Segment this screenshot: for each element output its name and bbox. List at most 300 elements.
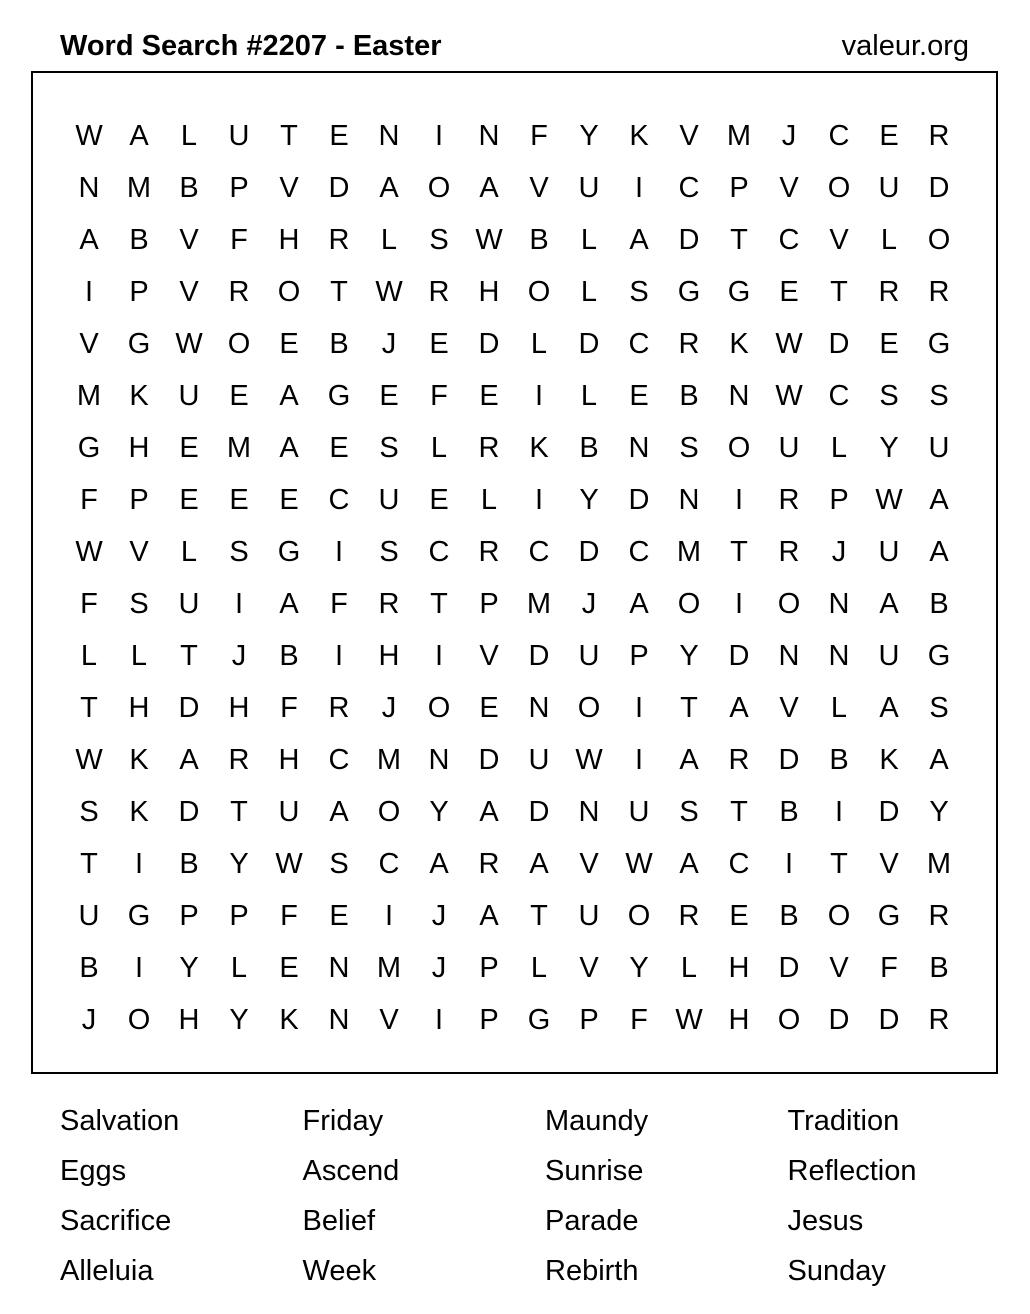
grid-letter[interactable]: Y [179,952,199,984]
grid-letter[interactable]: E [479,692,499,724]
grid-letter[interactable]: H [178,1004,200,1036]
grid-letter[interactable]: H [478,276,500,308]
grid-letter[interactable]: D [728,640,750,672]
grid-letter[interactable]: Y [629,952,649,984]
grid-letter[interactable]: T [730,536,748,568]
grid-letter[interactable]: W [75,744,103,776]
grid-letter[interactable]: B [329,328,349,360]
grid-letter[interactable]: M [926,848,952,880]
grid-letter[interactable]: N [678,484,700,516]
grid-letter[interactable]: L [180,120,198,152]
grid-letter[interactable]: T [280,120,298,152]
grid-letter[interactable]: O [427,172,451,204]
grid-letter[interactable]: W [625,848,653,880]
grid-letter[interactable]: O [827,172,851,204]
grid-letter[interactable]: R [478,432,500,464]
grid-letter[interactable]: G [127,328,151,360]
grid-letter[interactable]: R [378,588,400,620]
grid-letter[interactable]: H [728,952,750,984]
grid-letter[interactable]: O [377,796,401,828]
grid-letter[interactable]: C [678,172,700,204]
grid-letter[interactable]: G [327,380,351,412]
grid-letter[interactable]: S [79,796,99,828]
grid-letter[interactable]: F [330,588,348,620]
grid-letter[interactable]: I [334,536,344,568]
grid-letter[interactable]: U [878,172,900,204]
grid-letter[interactable]: D [478,744,500,776]
grid-letter[interactable]: O [827,900,851,932]
grid-letter[interactable]: G [527,1004,551,1036]
grid-letter[interactable]: S [679,796,699,828]
grid-letter[interactable]: C [328,744,350,776]
grid-letter[interactable]: D [778,744,800,776]
grid-letter[interactable]: I [634,744,644,776]
grid-letter[interactable]: H [728,1004,750,1036]
grid-letter[interactable]: O [277,276,301,308]
grid-letter[interactable]: V [779,172,799,204]
grid-letter[interactable]: P [229,900,249,932]
grid-letter[interactable]: E [279,952,299,984]
grid-letter[interactable]: E [179,432,199,464]
grid-letter[interactable]: U [178,588,200,620]
grid-letter[interactable]: D [878,1004,900,1036]
grid-letter[interactable]: R [478,848,500,880]
grid-letter[interactable]: H [228,692,250,724]
grid-letter[interactable]: A [929,744,949,776]
grid-letter[interactable]: P [829,484,849,516]
grid-letter[interactable]: U [278,796,300,828]
grid-letter[interactable]: B [829,744,849,776]
grid-letter[interactable]: E [329,900,349,932]
grid-letter[interactable]: S [329,848,349,880]
grid-letter[interactable]: D [578,328,600,360]
grid-letter[interactable]: J [381,328,397,360]
grid-letter[interactable]: K [129,380,149,412]
grid-letter[interactable]: R [878,276,900,308]
grid-letter[interactable]: F [80,484,98,516]
grid-letter[interactable]: V [479,640,499,672]
grid-letter[interactable]: A [329,796,349,828]
grid-letter[interactable]: U [778,432,800,464]
grid-letter[interactable]: R [428,276,450,308]
grid-letter[interactable]: U [378,484,400,516]
grid-letter[interactable]: I [134,848,144,880]
grid-letter[interactable]: B [529,224,549,256]
grid-letter[interactable]: U [878,640,900,672]
grid-letter[interactable]: E [229,380,249,412]
grid-letter[interactable]: I [134,952,144,984]
grid-letter[interactable]: U [578,640,600,672]
grid-letter[interactable]: C [778,224,800,256]
grid-letter[interactable]: A [929,484,949,516]
grid-letter[interactable]: D [828,1004,850,1036]
grid-letter[interactable]: P [179,900,199,932]
grid-letter[interactable]: U [228,120,250,152]
grid-letter[interactable]: L [830,432,848,464]
grid-letter[interactable]: I [534,484,544,516]
grid-letter[interactable]: I [634,172,644,204]
grid-letter[interactable]: H [278,744,300,776]
grid-letter[interactable]: I [834,796,844,828]
grid-letter[interactable]: B [179,172,199,204]
grid-letter[interactable]: L [880,224,898,256]
grid-letter[interactable]: W [475,224,503,256]
grid-letter[interactable]: E [879,120,899,152]
grid-letter[interactable]: A [279,380,299,412]
grid-letter[interactable]: J [231,640,247,672]
grid-letter[interactable]: V [579,952,599,984]
grid-letter[interactable]: N [328,1004,350,1036]
grid-letter[interactable]: Y [679,640,699,672]
grid-letter[interactable]: L [180,536,198,568]
grid-letter[interactable]: W [175,328,203,360]
grid-letter[interactable]: J [381,692,397,724]
grid-letter[interactable]: A [379,172,399,204]
grid-letter[interactable]: D [178,796,200,828]
grid-letter[interactable]: K [529,432,549,464]
grid-letter[interactable]: U [928,432,950,464]
grid-letter[interactable]: O [727,432,751,464]
grid-letter[interactable]: S [929,380,949,412]
grid-letter[interactable]: O [777,588,801,620]
grid-letter[interactable]: B [929,588,949,620]
grid-letter[interactable]: A [629,224,649,256]
grid-letter[interactable]: S [879,380,899,412]
grid-letter[interactable]: W [375,276,403,308]
grid-letter[interactable]: I [434,640,444,672]
grid-letter[interactable]: V [179,224,199,256]
grid-letter[interactable]: O [677,588,701,620]
grid-letter[interactable]: I [334,640,344,672]
grid-letter[interactable]: J [431,952,447,984]
grid-letter[interactable]: Y [429,796,449,828]
grid-letter[interactable]: E [729,900,749,932]
grid-letter[interactable]: J [781,120,797,152]
grid-letter[interactable]: Y [579,120,599,152]
grid-letter[interactable]: V [79,328,99,360]
grid-letter[interactable]: T [830,276,848,308]
grid-letter[interactable]: A [929,536,949,568]
grid-letter[interactable]: A [679,744,699,776]
grid-letter[interactable]: U [578,900,600,932]
grid-letter[interactable]: R [478,536,500,568]
grid-letter[interactable]: O [777,1004,801,1036]
grid-letter[interactable]: P [729,172,749,204]
grid-letter[interactable]: D [928,172,950,204]
grid-letter[interactable]: R [228,744,250,776]
grid-letter[interactable]: R [228,276,250,308]
grid-letter[interactable]: A [879,692,899,724]
grid-letter[interactable]: L [830,692,848,724]
grid-letter[interactable]: F [630,1004,648,1036]
grid-letter[interactable]: D [778,952,800,984]
grid-letter[interactable]: F [230,224,248,256]
grid-letter[interactable]: P [479,952,499,984]
grid-letter[interactable]: L [80,640,98,672]
grid-letter[interactable]: E [879,328,899,360]
grid-letter[interactable]: M [726,120,752,152]
grid-letter[interactable]: N [528,692,550,724]
grid-letter[interactable]: S [379,432,399,464]
grid-letter[interactable]: E [429,484,449,516]
grid-letter[interactable]: N [628,432,650,464]
grid-letter[interactable]: E [479,380,499,412]
grid-letter[interactable]: Y [229,1004,249,1036]
grid-letter[interactable]: U [528,744,550,776]
grid-letter[interactable]: I [734,484,744,516]
grid-letter[interactable]: S [929,692,949,724]
grid-letter[interactable]: G [927,328,951,360]
grid-letter[interactable]: J [81,1004,97,1036]
grid-letter[interactable]: R [728,744,750,776]
grid-letter[interactable]: S [629,276,649,308]
grid-letter[interactable]: L [580,276,598,308]
grid-letter[interactable]: E [329,120,349,152]
grid-letter[interactable]: K [629,120,649,152]
grid-letter[interactable]: J [581,588,597,620]
grid-letter[interactable]: C [528,536,550,568]
grid-letter[interactable]: U [878,536,900,568]
grid-letter[interactable]: M [76,380,102,412]
grid-letter[interactable]: B [929,952,949,984]
grid-letter[interactable]: A [879,588,899,620]
grid-letter[interactable]: C [628,328,650,360]
grid-letter[interactable]: B [79,952,99,984]
grid-letter[interactable]: A [479,900,499,932]
grid-letter[interactable]: V [779,692,799,724]
grid-letter[interactable]: T [530,900,548,932]
grid-letter[interactable]: W [775,380,803,412]
grid-letter[interactable]: F [430,380,448,412]
grid-letter[interactable]: I [634,692,644,724]
grid-letter[interactable]: P [129,276,149,308]
grid-letter[interactable]: W [675,1004,703,1036]
grid-letter[interactable]: I [384,900,394,932]
grid-letter[interactable]: O [627,900,651,932]
grid-letter[interactable]: S [129,588,149,620]
grid-letter[interactable]: K [729,328,749,360]
grid-letter[interactable]: R [928,900,950,932]
grid-letter[interactable]: Y [229,848,249,880]
grid-letter[interactable]: O [927,224,951,256]
grid-letter[interactable]: G [277,536,301,568]
grid-letter[interactable]: B [779,796,799,828]
grid-letter[interactable]: A [429,848,449,880]
grid-letter[interactable]: S [379,536,399,568]
grid-letter[interactable]: E [279,484,299,516]
grid-letter[interactable]: T [430,588,448,620]
grid-letter[interactable]: B [129,224,149,256]
grid-letter[interactable]: A [479,796,499,828]
grid-letter[interactable]: T [80,848,98,880]
grid-letter[interactable]: T [80,692,98,724]
grid-letter[interactable]: L [130,640,148,672]
grid-letter[interactable]: N [428,744,450,776]
grid-letter[interactable]: C [428,536,450,568]
grid-letter[interactable]: F [880,952,898,984]
grid-letter[interactable]: C [828,380,850,412]
grid-letter[interactable]: L [380,224,398,256]
grid-letter[interactable]: W [575,744,603,776]
grid-letter[interactable]: N [778,640,800,672]
grid-letter[interactable]: D [178,692,200,724]
grid-letter[interactable]: L [430,432,448,464]
grid-letter[interactable]: D [328,172,350,204]
grid-letter[interactable]: A [129,120,149,152]
grid-letter[interactable]: C [828,120,850,152]
grid-letter[interactable]: E [629,380,649,412]
grid-letter[interactable]: F [280,692,298,724]
grid-letter[interactable]: U [578,172,600,204]
grid-letter[interactable]: A [479,172,499,204]
grid-letter[interactable]: K [129,744,149,776]
grid-letter[interactable]: Y [879,432,899,464]
grid-letter[interactable]: D [578,536,600,568]
grid-letter[interactable]: W [75,536,103,568]
grid-letter[interactable]: R [928,120,950,152]
grid-letter[interactable]: A [529,848,549,880]
grid-letter[interactable]: P [479,1004,499,1036]
grid-letter[interactable]: K [879,744,899,776]
grid-letter[interactable]: F [280,900,298,932]
grid-letter[interactable]: W [275,848,303,880]
grid-letter[interactable]: T [830,848,848,880]
grid-letter[interactable]: T [730,224,748,256]
grid-letter[interactable]: N [328,952,350,984]
grid-letter[interactable]: D [628,484,650,516]
grid-letter[interactable]: M [376,744,402,776]
grid-letter[interactable]: A [279,588,299,620]
grid-letter[interactable]: L [480,484,498,516]
grid-letter[interactable]: G [927,640,951,672]
grid-letter[interactable]: M [376,952,402,984]
grid-letter[interactable]: A [729,692,749,724]
grid-letter[interactable]: E [329,432,349,464]
grid-letter[interactable]: R [778,484,800,516]
grid-letter[interactable]: G [77,432,101,464]
grid-letter[interactable]: E [279,328,299,360]
grid-letter[interactable]: B [179,848,199,880]
grid-letter[interactable]: L [530,328,548,360]
grid-letter[interactable]: D [478,328,500,360]
grid-letter[interactable]: M [526,588,552,620]
grid-letter[interactable]: R [328,224,350,256]
grid-letter[interactable]: K [129,796,149,828]
grid-letter[interactable]: W [75,120,103,152]
grid-letter[interactable]: B [579,432,599,464]
grid-letter[interactable]: D [878,796,900,828]
grid-letter[interactable]: V [879,848,899,880]
grid-letter[interactable]: R [678,328,700,360]
grid-letter[interactable]: R [678,900,700,932]
grid-letter[interactable]: R [928,1004,950,1036]
grid-letter[interactable]: G [677,276,701,308]
grid-letter[interactable]: N [378,120,400,152]
grid-letter[interactable]: D [528,640,550,672]
grid-letter[interactable]: V [529,172,549,204]
grid-letter[interactable]: L [230,952,248,984]
grid-letter[interactable]: J [831,536,847,568]
grid-letter[interactable]: I [784,848,794,880]
grid-letter[interactable]: I [434,1004,444,1036]
grid-letter[interactable]: V [679,120,699,152]
grid-letter[interactable]: A [279,432,299,464]
grid-letter[interactable]: J [431,900,447,932]
grid-letter[interactable]: A [679,848,699,880]
grid-letter[interactable]: I [434,120,444,152]
grid-letter[interactable]: M [226,432,252,464]
grid-letter[interactable]: E [779,276,799,308]
grid-letter[interactable]: L [580,224,598,256]
grid-letter[interactable]: I [234,588,244,620]
grid-letter[interactable]: A [179,744,199,776]
grid-letter[interactable]: S [229,536,249,568]
grid-letter[interactable]: V [579,848,599,880]
grid-letter[interactable]: D [528,796,550,828]
grid-letter[interactable]: V [279,172,299,204]
grid-letter[interactable]: G [727,276,751,308]
grid-letter[interactable]: E [179,484,199,516]
grid-letter[interactable]: L [580,380,598,412]
grid-letter[interactable]: L [530,952,548,984]
grid-letter[interactable]: E [379,380,399,412]
grid-letter[interactable]: N [478,120,500,152]
grid-letter[interactable]: W [775,328,803,360]
grid-letter[interactable]: H [128,692,150,724]
grid-letter[interactable]: T [180,640,198,672]
grid-letter[interactable]: T [730,796,748,828]
grid-letter[interactable]: C [628,536,650,568]
grid-letter[interactable]: T [680,692,698,724]
grid-letter[interactable]: V [129,536,149,568]
grid-letter[interactable]: F [530,120,548,152]
grid-letter[interactable]: T [330,276,348,308]
grid-letter[interactable]: H [378,640,400,672]
grid-letter[interactable]: O [227,328,251,360]
grid-letter[interactable]: V [379,1004,399,1036]
grid-letter[interactable]: P [479,588,499,620]
grid-letter[interactable]: T [230,796,248,828]
grid-letter[interactable]: Y [929,796,949,828]
grid-letter[interactable]: C [328,484,350,516]
grid-letter[interactable]: N [728,380,750,412]
grid-letter[interactable]: N [578,796,600,828]
grid-letter[interactable]: H [278,224,300,256]
grid-letter[interactable]: G [127,900,151,932]
grid-letter[interactable]: I [84,276,94,308]
grid-letter[interactable]: W [875,484,903,516]
grid-letter[interactable]: P [129,484,149,516]
grid-letter[interactable]: U [628,796,650,828]
grid-letter[interactable]: O [427,692,451,724]
grid-letter[interactable]: L [680,952,698,984]
grid-letter[interactable]: H [128,432,150,464]
grid-letter[interactable]: A [79,224,99,256]
grid-letter[interactable]: P [579,1004,599,1036]
grid-letter[interactable]: D [828,328,850,360]
grid-letter[interactable]: R [928,276,950,308]
grid-letter[interactable]: M [126,172,152,204]
grid-letter[interactable]: V [829,952,849,984]
grid-letter[interactable]: I [534,380,544,412]
grid-letter[interactable]: N [828,640,850,672]
grid-letter[interactable]: G [877,900,901,932]
grid-letter[interactable]: C [378,848,400,880]
grid-letter[interactable]: N [828,588,850,620]
grid-letter[interactable]: E [229,484,249,516]
grid-letter[interactable]: Y [579,484,599,516]
grid-letter[interactable]: R [778,536,800,568]
